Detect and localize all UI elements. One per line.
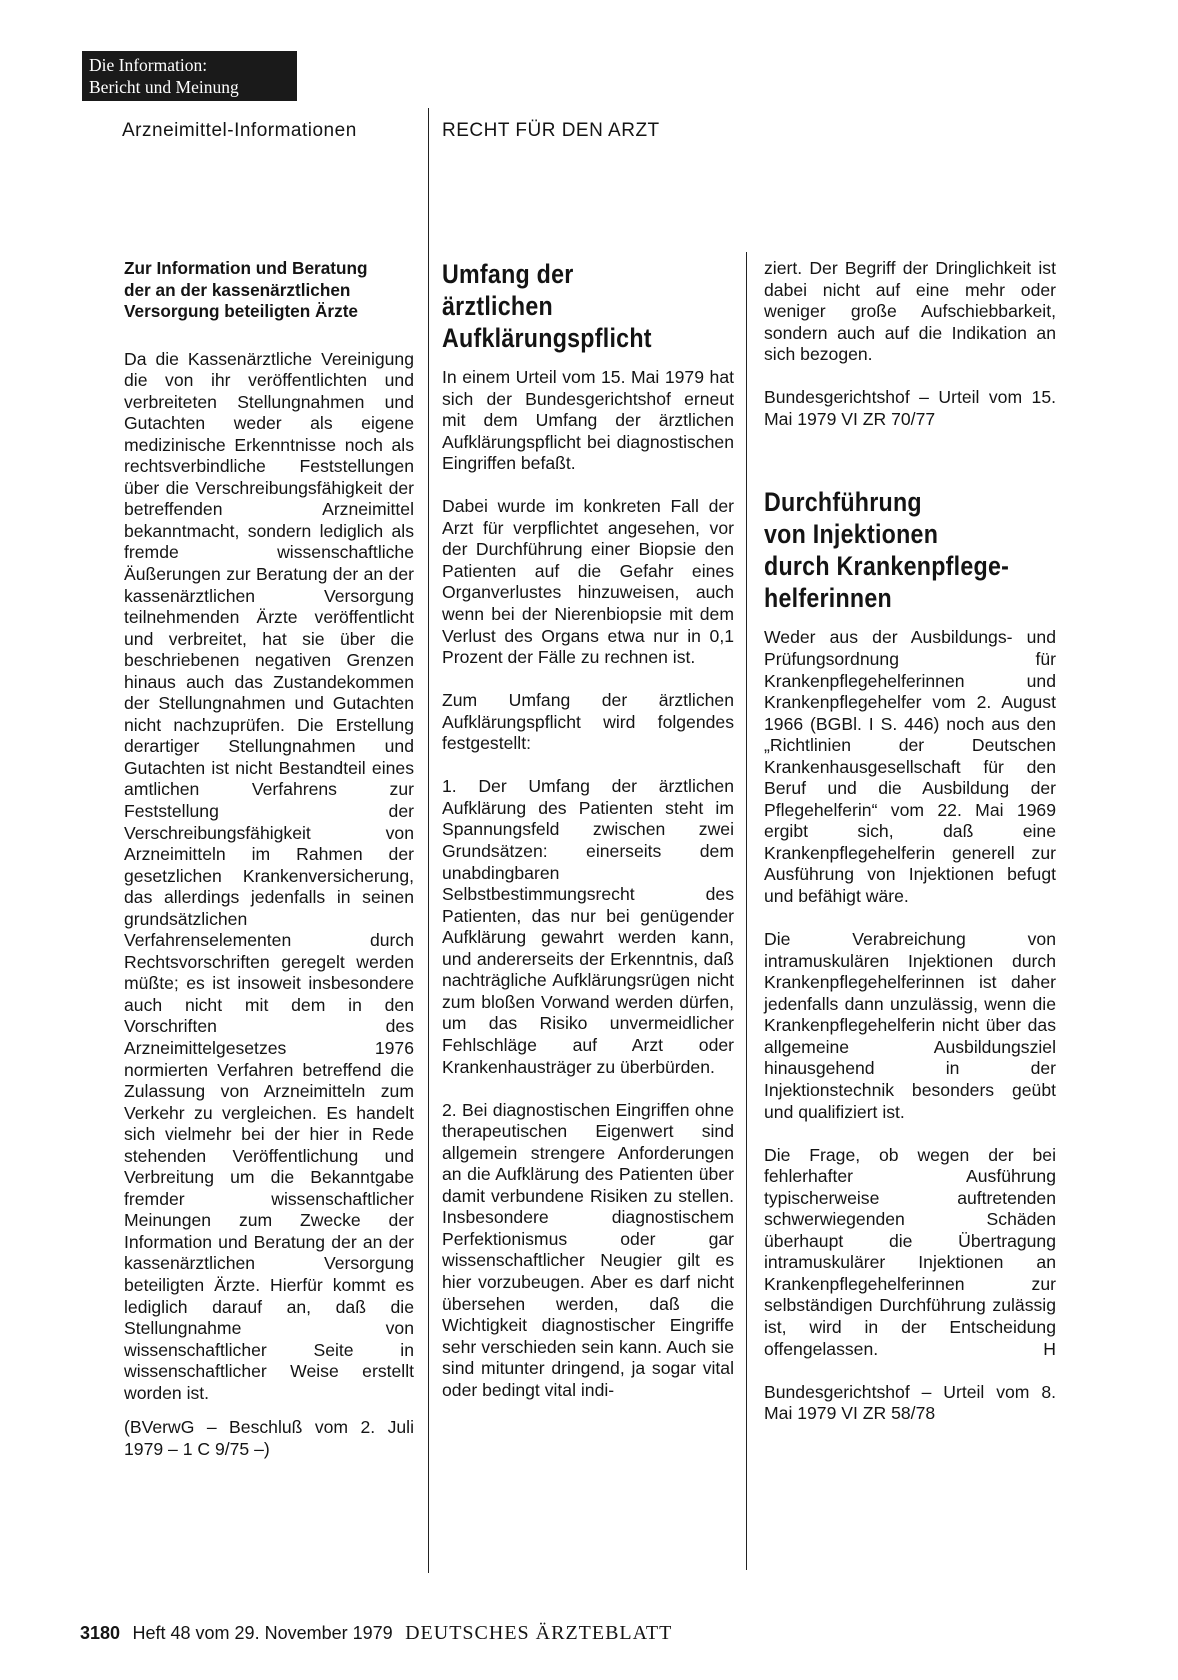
body-paragraph: Da die Kassenärztliche Vereinigung die von ihr veröffentlichten und verbreiteten Stellungnahmen und Gutachten weder als eigene medizinische Erkenntnisse noch als rechtsverbindliche Feststellungen über die Verschreibungsfähigkeit der betreffenden Arzneimittel bekanntmacht, sondern lediglich als fremde wissenschaftliche Äußerungen zur Beratung der an der kassenärztlichen Versorgung teilnehmenden Ärzte veröffentlicht und verbreitet, hat sie über die beschriebenen negativen Grenzen hinaus auch das Zustandekommen der Stellungnahmen und Gutachten nicht nachzuprüfen. Die Erstellung derartiger Stellungnahmen und Gutachten ist nicht Bestandteil eines amtlichen Verfahrens zur Feststellung der Verschreibungsfähigkeit von Arzneimitteln im Rahmen der gesetzlichen Krankenversicherung, das allerdings jedenfalls in seinen grundsätzlichen Verfahrenselementen durch Rechtsvorschriften geregelt werden müßte; es ist insoweit insbesondere auch nicht mit dem in den Vorschriften des Arzneimittelgesetzes 1976 normierten Verfahren betreffend die Zulassung von Arzneimitteln zum Verkehr zu vergleichen. Es handelt sich vielmehr bei der hier in Rede stehenden Veröffentlichung und Verbreitung um die Bekanntgabe fremder wissenschaftlicher Meinungen zum Zwecke der Information und Beratung der an der kassenärztlichen Versorgung beteiligten Ärzte. Hierfür kommt es lediglich darauf an, daß die Stellungnahme von wissenschaftlicher Seite in wissenschaftlicher Weise erstellt worden ist.	[124, 348, 414, 1403]
citation: Bundesgerichtshof – Urteil vom 15. Mai 1979 VI ZR 70/77	[764, 387, 1056, 429]
headline-line: Umfang der	[442, 259, 574, 289]
article-headline	[442, 258, 693, 354]
headline-line: von Injektionen	[764, 519, 939, 550]
headline-line: Durchführung	[764, 487, 922, 518]
article-headline	[764, 486, 1015, 614]
column-aufklaerungspflicht	[442, 258, 734, 1401]
headline-line: helferinnen	[764, 583, 892, 614]
body-paragraph: 1. Der Umfang der ärztlichen Aufklärung des Patienten steht im Spannungsfeld zwischen zwei Grundsätzen: einerseits dem unabdingbaren Selbstbestimmungsrecht des Patienten, das nur bei genügender Aufklärung gewahrt werden kann, und andererseits der Erkenntnis, daß nachträgliche Aufklärungsrügen nicht zum bloßen Vorwand werden dürfen, um das Risiko unvermeidlicher Fehlschläge auf Arzt oder Krankenhausträger zu überbürden.	[442, 776, 734, 1077]
body-paragraph	[764, 1145, 1056, 1360]
body-paragraph: ziert. Der Begriff der Dringlichkeit ist dabei nicht auf eine mehr oder weniger große Aufschiebbarkeit, sondern auch auf die Indikation an sich bezogen.	[764, 258, 1056, 365]
body-paragraph: Weder aus der Ausbildungs- und Prüfungsordnung für Krankenpflegehelferinnen und Krankenpflegehelfer vom 2. August 1966 (BGBl. I S. 446) noch aus den „Richtlinien der Deutschen Krankenhausgesellschaft für den Beruf und die Ausbildung der Pflegehelferin“ vom 22. Mai 1969 ergibt sich, daß eine Krankenpflegehelferin generell zur Ausführung von Injektionen befugt und befähigt wäre.	[764, 627, 1056, 907]
headline-line: Aufklärungspflicht	[442, 323, 652, 353]
lead-line: der an der kassenärztlichen	[124, 279, 351, 300]
body-paragraph: Zum Umfang der ärztlichen Aufklärungspflicht wird folgendes festgestellt:	[442, 690, 734, 754]
headline-line: ärztlichen	[442, 291, 553, 321]
section-label-right: RECHT FÜR DEN ARZT	[442, 120, 660, 141]
paragraph-text: Die Frage, ob wegen der bei fehlerhafter Ausführung typischerweise auftretenden schwerwiegenden Schäden überhaupt die Übertragung intramuskulärer Injektionen an Krankenpflegehelferinnen zur selbständigen Durchführung zulässig ist, wird in der Entscheidung offengelassen.	[764, 1144, 1056, 1359]
page-footer	[80, 1622, 672, 1645]
lead-line: Versorgung beteiligten Ärzte	[124, 301, 358, 321]
headline-line: durch Krankenpflege-	[764, 551, 1010, 582]
body-paragraph: Dabei wurde im konkreten Fall der Arzt für verpflichtet angesehen, vor der Durchführung einer Biopsie den Patienten auf die Gefahr eines Organverlustes hinzuweisen, auch wenn bei der Nierenbiopsie mit dem Verlust des Organs etwa nur in 0,1 Prozent der Fälle zu rechnen ist.	[442, 496, 734, 668]
body-paragraph: 2. Bei diagnostischen Eingriffen ohne therapeutischen Eigenwert sind allgemein strengere Anforderungen an die Aufklärung des Patienten über damit verbundene Risiken zu stellen. Insbesondere diagnostischem Perfektionismus oder gar wissenschaftlicher Neugier gilt es hier vorzubeugen. Aber es darf nicht übersehen werden, daß die Wichtigkeit diagnostischer Eingriffe sehr verschieden sein kann. Auch sie sind mitunter dringend, ja sogar vital oder bedingt vital indi-	[442, 1099, 734, 1400]
column-injektionen	[764, 258, 1056, 1425]
column-arzneimittel	[124, 258, 414, 1460]
column-rule-right	[746, 252, 747, 1570]
page-number: 3180	[80, 1623, 121, 1643]
lead-heading	[124, 258, 414, 323]
masthead	[82, 51, 297, 101]
column-rule-left	[428, 108, 429, 1573]
lead-line: Zur Information und Beratung	[124, 258, 368, 278]
author-sign: H	[1043, 1338, 1056, 1359]
citation: Bundesgerichtshof – Urteil vom 8. Mai 1979 VI ZR 58/78	[764, 1381, 1056, 1424]
masthead-line-2: Bericht und Meinung	[89, 77, 239, 97]
citation: (BVerwG – Beschluß vom 2. Juli 1979 – 1 C 9/75 –)	[124, 1417, 414, 1459]
masthead-line-1: Die Information:	[89, 55, 208, 75]
body-paragraph: Die Verabreichung von intramuskulären Injektionen durch Krankenpflegehelferinnen ist daher jedenfalls dann unzulässig, wenn die Krankenpflegehelferin nicht über das allgemeine Ausbildungsziel hinausgehend in der Injektionstechnik besonders geübt und qualifiziert ist.	[764, 929, 1056, 1122]
issue-info: Heft 48 vom 29. November 1979	[132, 1623, 393, 1643]
journal-name: DEUTSCHES ÄRZTEBLATT	[405, 1622, 673, 1644]
section-label-left: Arzneimittel-Informationen	[122, 120, 357, 141]
body-paragraph: In einem Urteil vom 15. Mai 1979 hat sich der Bundesgerichtshof erneut mit dem Umfang der ärztlichen Aufklärungspflicht bei diagnostischen Eingriffen befaßt.	[442, 367, 734, 474]
